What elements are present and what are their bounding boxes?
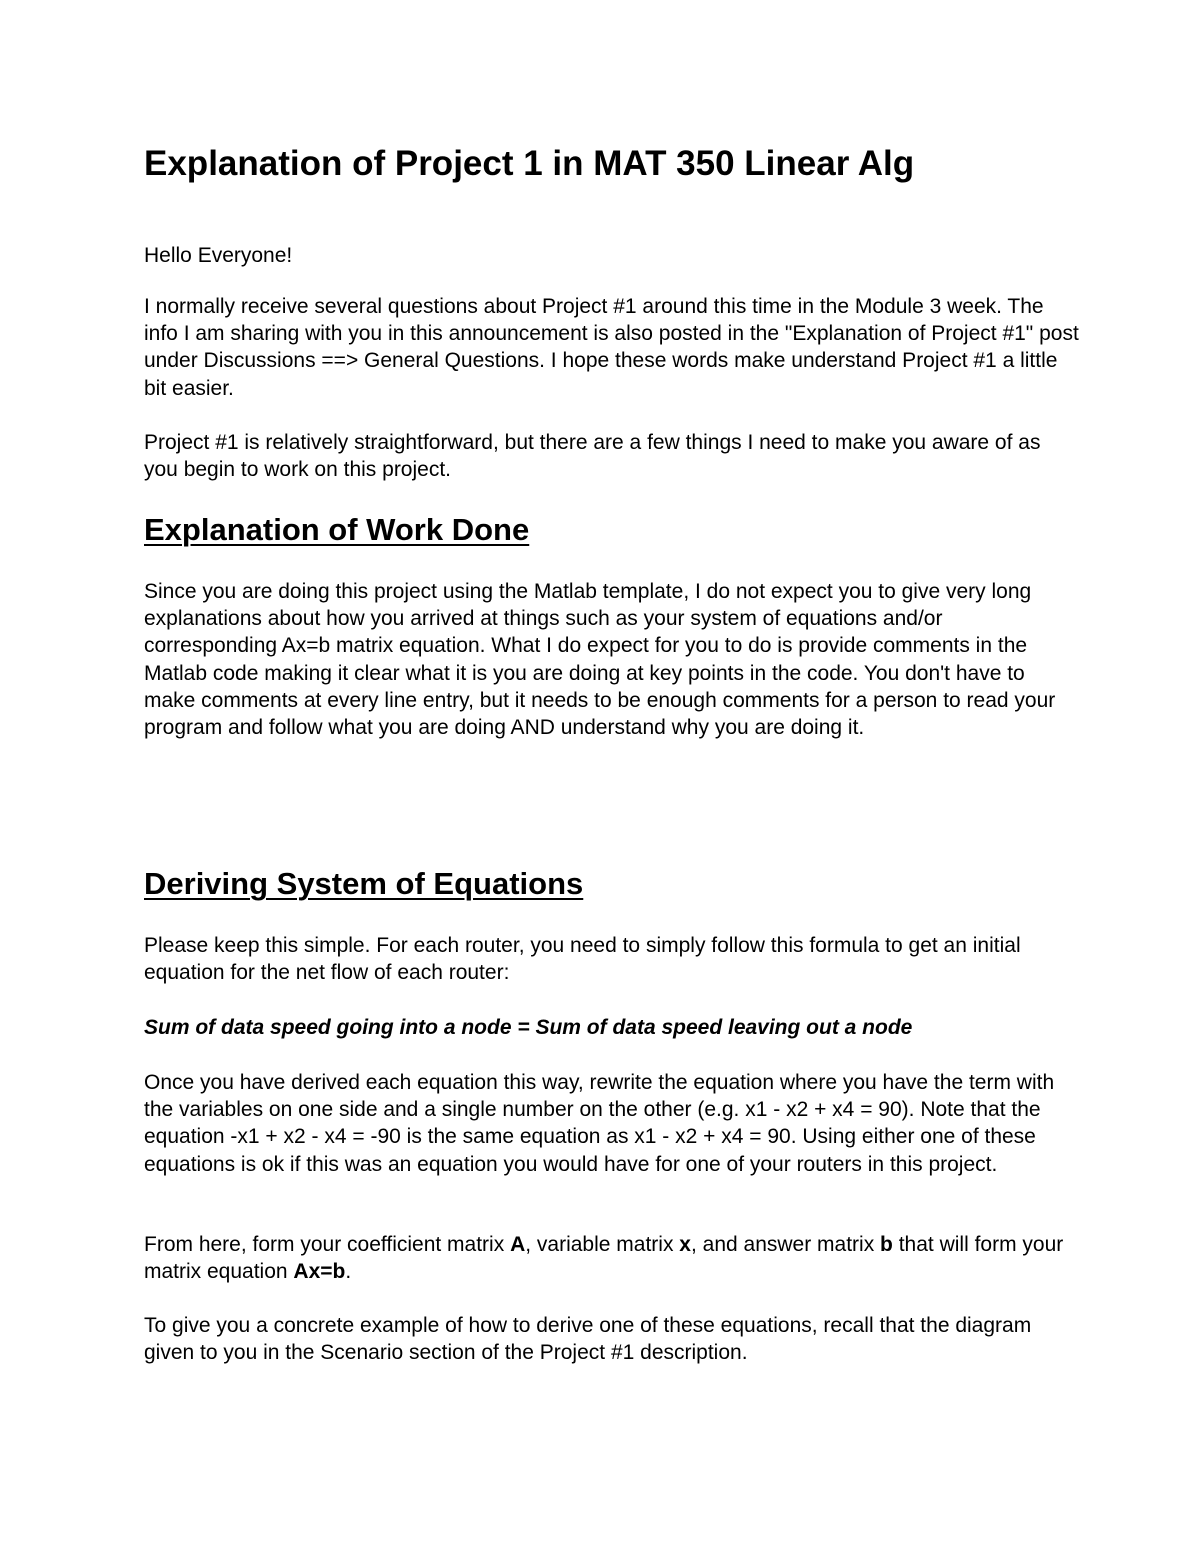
net-flow-formula: Sum of data speed going into a node = Sum of data speed leaving out a node [144,1016,913,1039]
work-done-paragraph: Since you are doing this project using the Matlab template, I do not expect you to give very long explanations about how you arrived at things such as your system of equations and/or corresponding Ax=b matrix equation. What I do expect for you to do is provide comments in the Matlab code making it clear what it is you are doing at key points in the code. You don't have to make comments at every line entry, but it needs to be enough comments for a person to read your program and follow what you are doing AND understand why you are doing it. [144,580,1056,740]
document-title: Explanation of Project 1 in MAT 350 Linear Alg [144,144,915,183]
deriving-paragraph-2: Once you have derived each equation this way, rewrite the equation where you have the term with the variables on one side and a single number on the other (e.g. x1 - x2 + x4 = 90). Note that the equation -x1 + x2 - x4 = -90 is the same equation as x1 - x2 + x4 = 90. Using either one of these equations is ok if this was an equation you would have for one of your routers in this project. [144,1071,1055,1176]
coefficient-matrix-symbol: A [510,1233,526,1256]
intro-paragraph-1: I normally receive several questions about Project #1 around this time in the Module 3 week. The info I am sharing with you in this announcement is also posted in the "Explanation of Project #1" post under Discussions ==> General Questions. I hope these words make understand Project #1 a little bit easier. [144,295,1079,400]
paragraph-3-text-5: . [345,1260,352,1284]
paragraph-3-text-2: , variable matrix [525,1233,680,1256]
matrix-equation: Ax=b [293,1260,346,1284]
paragraph-3-text-3: , and answer matrix [690,1233,881,1256]
paragraph-3-text-1: From here, form your coefficient matrix [144,1233,511,1256]
section-heading-deriving: Deriving System of Equations [144,866,584,901]
answer-matrix-symbol: b [880,1233,893,1256]
greeting: Hello Everyone! [144,244,293,267]
paragraph-3-text-4: that will form your matrix equation [144,1233,1064,1284]
variable-matrix-symbol: x [679,1233,691,1256]
deriving-paragraph-1: Please keep this simple. For each router, you need to simply follow this formula to get an initial equation for the net flow of each router: [144,934,1021,985]
deriving-paragraph-3 [144,1231,1079,1285]
intro-paragraph-2: Project #1 is relatively straightforward, but there are a few things I need to make you aware of as you begin to work on this project. [144,431,1041,482]
deriving-paragraph-4: To give you a concrete example of how to derive one of these equations, recall that the diagram given to you in the Scenario section of the Project #1 description. [144,1314,1032,1365]
section-heading-work-done: Explanation of Work Done [144,512,530,547]
